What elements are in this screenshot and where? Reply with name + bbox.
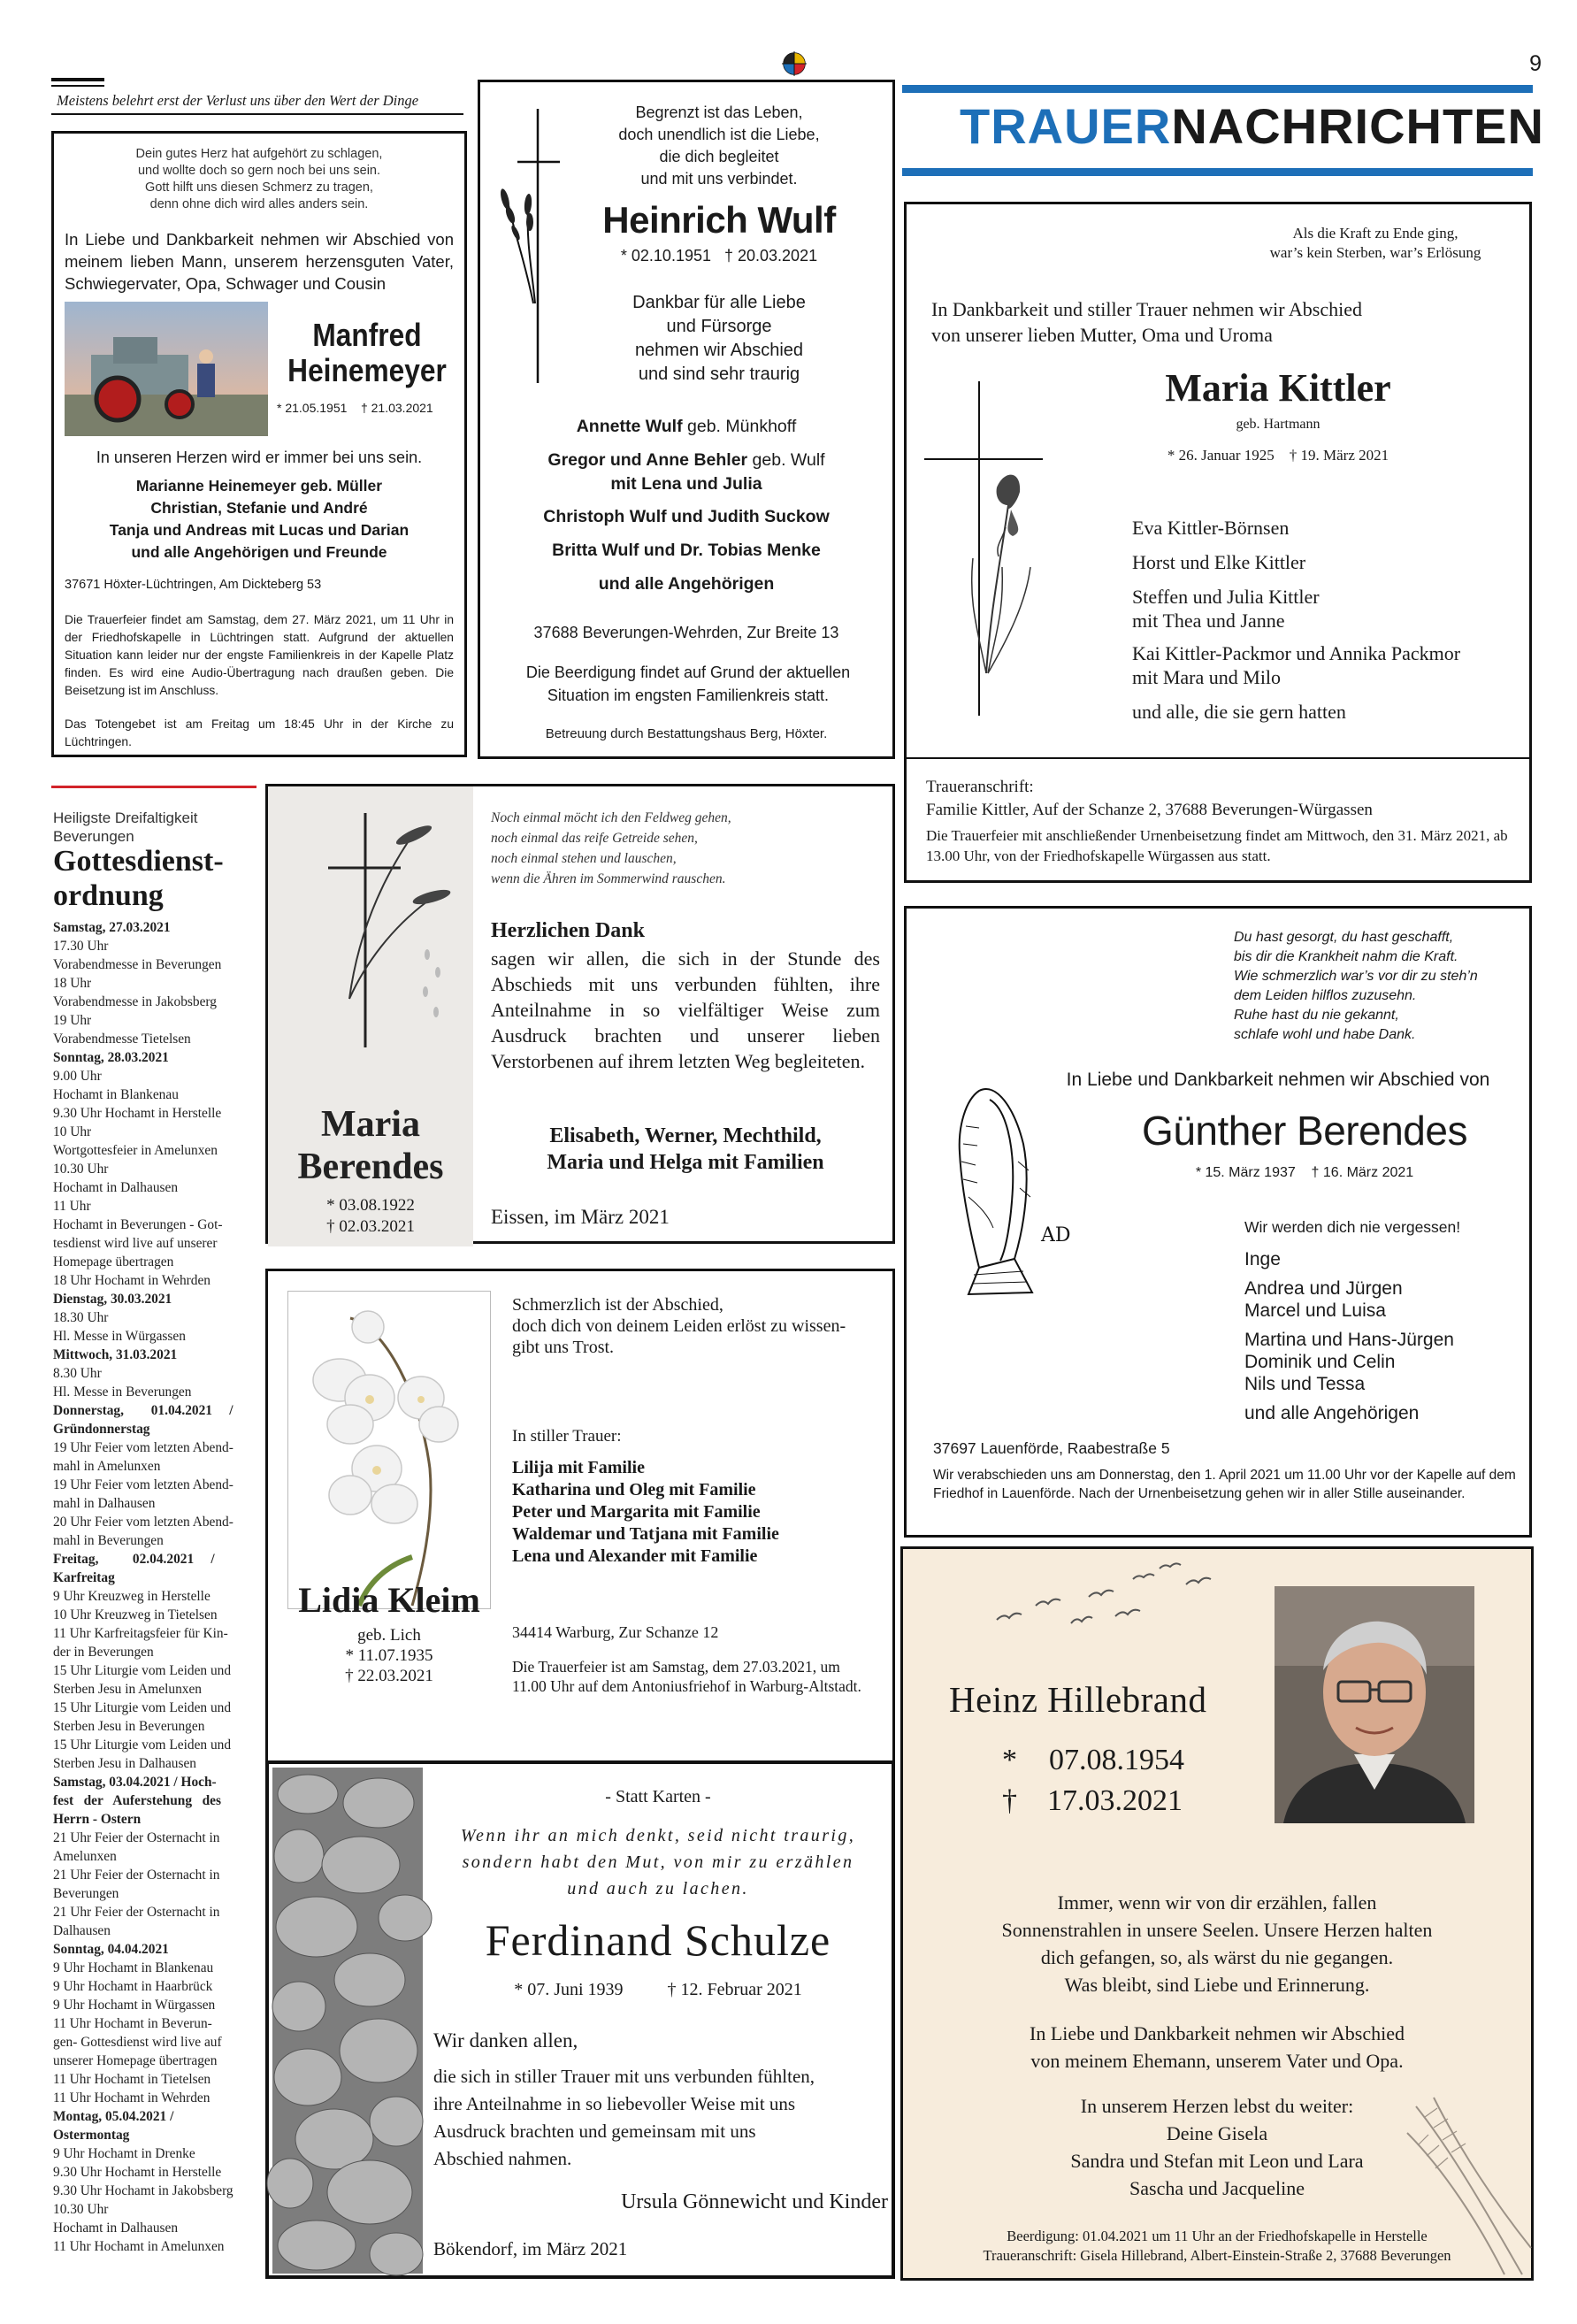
service-row: Donnerstag, 01.04.2021 / (53, 1403, 233, 1418)
service-row: Hl. Messe in Beverungen (53, 1384, 192, 1400)
address: 34414 Warburg, Zur Schanze 12 (512, 1623, 719, 1641)
service-row: 8.30 Uhr (53, 1366, 102, 1381)
service-row: Vorabendmesse Tietelsen (53, 1032, 191, 1047)
intro: In Liebe und Dankbarkeit nehmen wir Abschied von meinem Ehemann, unserem Vater und Opa. (1030, 2022, 1405, 2072)
service-row: 9 Uhr Hochamt in Drenke (53, 2146, 195, 2161)
intro: In stiller Trauer: (512, 1427, 622, 1446)
service-row: mahl in Dalhausen (53, 1496, 156, 1511)
address: 37697 Lauenförde, Raabestraße 5 (933, 1439, 1170, 1457)
prayer-info: Das Totengebet ist am Freitag um 18:45 Uhr in der Kirche zu Lüchtringen. (65, 717, 454, 748)
service-row: Sterben Jesu in Amelunxen (53, 1682, 202, 1697)
service-row: Ostermontag (53, 2128, 130, 2143)
intro: In Liebe und Dankbarkeit nehmen wir Abschied von meinem lieben Mann, unserem herzensguten Vater, Schwiegervater, Opa, Schwager und Cousin (65, 230, 454, 293)
service-row: 9 Uhr Hochamt in Blankenau (53, 1960, 214, 1975)
service-row: Samstag, 27.03.2021 (53, 920, 171, 935)
dates: * 07. Juni 1939 † 12. Februar 2021 (514, 1980, 802, 1999)
section-title: TRAUERNACHRICHTEN (960, 98, 1544, 154)
wheat-cross-panel (268, 786, 473, 1246)
service-row: Sonntag, 28.03.2021 (53, 1050, 169, 1065)
service-row: Hochamt in Beverungen - Got- (53, 1217, 223, 1232)
funeral-info: Wir verabschieden uns am Donnerstag, den 1. April 2021 um 11.00 Uhr vor der Kapelle auf dem Friedhof in Lauenförde. Nach der Urnenbeisetzung gehen wir in aller Stille auseinander. (933, 1468, 1516, 1501)
service-row: 21 Uhr Feier der Osternacht in (53, 1868, 220, 1883)
service-row: 10 Uhr Kreuzweg in Tietelsen (53, 1607, 218, 1622)
thanks-title: Herzlichen Dank (491, 919, 645, 942)
service-row: Vorabendmesse in Jakobsberg (53, 994, 217, 1009)
registration-mark (782, 51, 807, 76)
obituary-berendes-maria (265, 784, 895, 1244)
verse: Dein gutes Herz hat aufgehört zu schlagen, und wollte doch so gern noch bei uns sein. Gott hilft uns diesen Schmerz zu tragen, denn ohne dich wird alles anders sein. (135, 147, 383, 211)
service-row: Mittwoch, 31.03.2021 (53, 1347, 178, 1362)
masthead-bottom-bar (902, 168, 1533, 176)
service-row: Dalhausen (53, 1923, 111, 1938)
maiden-name: geb. Hartmann (1236, 417, 1321, 432)
verse: Immer, wenn wir von dir erzählen, fallen Sonnenstrahlen in unsere Seelen. Unsere Herzen halten dich gefangen, so, als wärst du nie gegangen. Was bleibt, sind Liebe und Erinnerung. (1001, 1891, 1433, 1996)
service-row: 18 Uhr (53, 976, 92, 991)
service-row: 19 Uhr (53, 1013, 92, 1028)
dates: geb. Lich * 11.07.1935 † 22.03.2021 (345, 1626, 433, 1685)
dates: * 07.08.1954 † 17.03.2021 (1002, 1744, 1184, 1817)
address: 37688 Beverungen-Wehrden, Zur Breite 13 (533, 624, 839, 641)
service-row: 21 Uhr Feier der Osternacht in (53, 1830, 220, 1845)
service-row: Karfreitag (53, 1570, 115, 1585)
service-row: Vorabendmesse in Beverungen (53, 957, 222, 972)
service-row: Hochamt in Dalhausen (53, 1180, 179, 1195)
service-row: 11 Uhr Karfreitagsfeier für Kin- (53, 1626, 228, 1641)
photo-tractor (65, 302, 268, 436)
service-row: mahl in Amelunxen (53, 1459, 161, 1474)
mourners: Lilija mit Familie Katharina und Oleg mit Familie Peter und Margarita mit Familie Waldemar und Tatjana mit Familie Lena und Alexander mit Familie (512, 1458, 779, 1566)
monogram: AD (1041, 1224, 1071, 1246)
thanks-text: die sich in stiller Trauer mit uns verbunden fühlten, ihre Anteilnahme in so liebevoller Weise mit uns Ausdruck brachten und gemeinsam mit uns Abschied nahmen. (433, 2066, 815, 2169)
motto: Wir werden dich nie vergessen! (1244, 1218, 1461, 1236)
service-schedule (51, 786, 256, 2281)
cross-iris-icon (924, 381, 1048, 717)
deceased-name: Lidia Kleim (298, 1580, 480, 1620)
thanks: Dankbar für alle Liebe und Fürsorge nehmen wir Abschied und sind sehr traurig (632, 293, 806, 384)
verse: Noch einmal möcht ich den Feldweg gehen, noch einmal das reife Getreide sehen, noch einmal stehen und lauschen, wenn die Ähren im Sommerwind rauschen. (491, 810, 731, 886)
obituary-heinemeyer (51, 131, 467, 757)
intro: In Liebe und Dankbarkeit nehmen wir Abschied von (1066, 1070, 1490, 1090)
service-row: unserer Homepage übertragen (53, 2053, 218, 2068)
mourners: Annette Wulf geb. Münkhoff Gregor und Anne Behler geb. Wulf mit Lena und Julia Christoph Wulf und Judith Suckow Britta Wulf und Dr. Tobias Menke und alle Angehörigen (543, 417, 830, 594)
address: 37671 Höxter-Lüchtringen, Am Dickteberg 53 (65, 578, 322, 592)
service-row: Herrn - Ostern (53, 1812, 142, 1827)
service-row: gen- Gottesdienst wird live auf (53, 2035, 222, 2050)
masthead-top-bar (902, 85, 1533, 93)
service-row: Freitag, 02.04.2021 / (53, 1552, 215, 1567)
service-row: Hochamt in Dalhausen (53, 2220, 179, 2236)
family: Elisabeth, Werner, Mechthild, Maria und Helga mit Familien (547, 1124, 824, 1174)
service-row: Sonntag, 04.04.2021 (53, 1942, 169, 1957)
service-row: 11 Uhr Hochamt in Wehrden (53, 2090, 211, 2105)
pebble-image (272, 1768, 423, 2274)
service-row: mahl in Beverungen (53, 1533, 164, 1548)
service-row: 20 Uhr Feier vom letzten Abend- (53, 1515, 233, 1530)
service-row: 10.30 Uhr (53, 2202, 109, 2217)
verse: Wenn ihr an mich denkt, seid nicht traurig, sondern habt den Mut, von mir zu erzählen und auch zu lachen. (460, 1826, 856, 1898)
service-list (53, 918, 256, 2256)
service-row: 9.30 Uhr Hochamt in Jakobsberg (53, 2183, 233, 2198)
thanks-title: Wir danken allen, (433, 2029, 578, 2052)
header: - Statt Karten - (605, 1787, 711, 1806)
cross-wheat-icon (489, 100, 569, 392)
page-number: 9 (1529, 51, 1542, 76)
service-row: 19 Uhr Feier vom letzten Abend- (53, 1477, 233, 1492)
service-row: 10.30 Uhr (53, 1162, 109, 1177)
service-row: Gründonnerstag (53, 1422, 150, 1437)
obituary-wulf (478, 80, 895, 759)
obituary-hillebrand (900, 1546, 1534, 2281)
dates: * 21.05.1951 † 21.03.2021 (277, 401, 433, 415)
address: Traueranschrift: Familie Kittler, Auf der Schanze 2, 37688 Beverungen-Würgassen (926, 778, 1373, 819)
deceased-name: Ferdinand Schulze (485, 1915, 831, 1965)
column-motto: Meistens belehrt erst der Verlust uns über den Wert der Dinge (57, 92, 419, 109)
intro: In Dankbarkeit und stiller Trauer nehmen wir Abschied von unserer lieben Mutter, Oma und Uroma (931, 298, 1362, 346)
orchid-image (287, 1291, 491, 1609)
family: Ursula Gönnewicht und Kinder (621, 2190, 888, 2213)
funeral-info: Die Trauerfeier findet am Samstag, dem 27. März 2021, um 11 Uhr in der Friedhofskapelle in Lüchtringen statt. Aufgrund der aktuellen Situation kann leider nur der engste Familienkreis in der Kapelle Platz finden. Es wird eine Audio-Übertragung nach draußen geben. Die Beisetzung ist im Anschluss. (65, 613, 454, 697)
place-date: Eissen, im März 2021 (491, 1206, 670, 1228)
service-row: Samstag, 03.04.2021 / Hoch- (53, 1775, 217, 1790)
birds-decoration (991, 1561, 1257, 1632)
mourners: Marianne Heinemeyer geb. Müller Christian, Stefanie und André Tanja und Andreas mit Lucas und Darian und alle Angehörigen und Freunde (109, 477, 410, 561)
service-row: 11 Uhr Hochamt in Tietelsen (53, 2072, 211, 2087)
deceased-name: Heinz Hillebrand (949, 1679, 1207, 1720)
portrait-photo (1275, 1586, 1474, 1823)
verse: Schmerzlich ist der Abschied, doch dich von deinem Leiden erlöst zu wissen- gibt uns Trost. (512, 1295, 846, 1357)
service-row: 15 Uhr Liturgie vom Leiden und (53, 1663, 232, 1678)
service-row: Homepage übertragen (53, 1254, 174, 1269)
service-row: 9 Uhr Kreuzweg in Herstelle (53, 1589, 211, 1604)
praying-hands-icon (926, 1073, 1071, 1303)
funeral-info: Die Trauerfeier ist am Samstag, dem 27.03.2021, um 11.00 Uhr auf dem Antoniusfriehof in Warburg-Altstadt. (512, 1658, 861, 1695)
service-row: 15 Uhr Liturgie vom Leiden und (53, 1737, 232, 1753)
dates: * 03.08.1922 † 02.03.2021 (326, 1196, 415, 1236)
care-info: Betreuung durch Bestattungshaus Berg, Höxter. (545, 726, 828, 741)
service-row: 21 Uhr Feier der Osternacht in (53, 1905, 220, 1920)
service-row: 15 Uhr Liturgie vom Leiden und (53, 1700, 232, 1715)
funeral-info: Die Beerdigung findet auf Grund der aktuellen Situation im engsten Familienkreis statt. (525, 663, 851, 704)
deceased-name: Maria Berendes (297, 1104, 444, 1187)
deceased-name: Manfred Heinemeyer (287, 317, 447, 388)
obituary-kleim (265, 1269, 895, 1764)
dates: * 26. Januar 1925 † 19. März 2021 (1167, 447, 1389, 464)
burial-info: Beerdigung: 01.04.2021 um 11 Uhr an der Friedhofskapelle in Herstelle Traueranschrift: Gisela Hillebrand, Albert-Einstein-Straße 2, 37688 Beverungen (983, 2228, 1451, 2264)
verse: Du hast gesorgt, du hast geschafft, bis dir die Krankheit nahm die Kraft. Wie schmerzlich war’s vor dir zu steh’n dem Leiden hilflos zuzusehn. Ruhe hast du nie gekannt, schlafe wohl und habe Dank. (1234, 930, 1478, 1042)
parish-name: Heiligste Dreifaltigkeit Beverungen (53, 809, 198, 845)
mourners: Eva Kittler-Börnsen Horst und Elke Kittler Steffen und Julia Kittler mit Thea und Janne Kai Kittler-Packmor und Annika Packmor mit Mara und Milo und alle, die sie gern hatten (1132, 517, 1461, 723)
service-row: 18.30 Uhr (53, 1310, 109, 1325)
service-row: 9 Uhr Hochamt in Würgassen (53, 1998, 216, 2013)
service-row: 17.30 Uhr (53, 939, 109, 954)
family: In unserem Herzen lebst du weiter: Deine Gisela Sandra und Stefan mit Leon und Lara Sascha und Jacqueline (1070, 2095, 1364, 2199)
service-row: der in Beverungen (53, 1645, 154, 1660)
dates: * 15. März 1937 † 16. März 2021 (1195, 1165, 1414, 1180)
deceased-name: Maria Kittler (1165, 366, 1391, 410)
service-row: 11 Uhr Hochamt in Amelunxen (53, 2239, 225, 2254)
service-row: Beverungen (53, 1886, 119, 1901)
service-row: Hochamt in Blankenau (53, 1087, 179, 1102)
service-row: 9.00 Uhr (53, 1069, 102, 1084)
service-row: 19 Uhr Feier vom letzten Abend- (53, 1440, 233, 1455)
service-row: tesdienst wird live auf unserer (53, 1236, 218, 1251)
verse: Als die Kraft zu Ende ging, war’s kein Sterben, war’s Erlösung (1269, 225, 1481, 261)
service-row: 10 Uhr (53, 1124, 92, 1139)
thanks-text: sagen wir allen, die sich in der Stunde des Abschieds mit uns verbunden fühlten, ihre Anteilnahme in so vielfältiger Weise zum Ausdruck brachten und unserer lieben Verstorbenen auf ihrem letzten Weg begleiteten. (491, 947, 880, 1072)
service-row: Sterben Jesu in Beverungen (53, 1719, 205, 1734)
schedule-title: Gottesdienst-ordnung (53, 845, 224, 912)
service-row: Wortgottesfeier in Amelunxen (53, 1143, 218, 1158)
service-row: Dienstag, 30.03.2021 (53, 1292, 172, 1307)
service-row: fest der Auferstehung des (53, 1793, 221, 1808)
service-row: Montag, 05.04.2021 / (53, 2109, 174, 2124)
service-row: Hl. Messe in Würgassen (53, 1329, 186, 1344)
service-row: 9.30 Uhr Hochamt in Herstelle (53, 2165, 222, 2180)
dates: * 02.10.1951 † 20.03.2021 (620, 247, 818, 265)
service-row: 9 Uhr Hochamt in Haarbrück (53, 1979, 213, 1994)
service-row: 11 Uhr (53, 1199, 91, 1214)
service-row: 11 Uhr Hochamt in Beverun- (53, 2016, 212, 2031)
service-row: 18 Uhr Hochamt in Wehrden (53, 1273, 211, 1288)
verse: Begrenzt ist das Leben, doch unendlich ist die Liebe, die dich begleitet und mit uns verbindet. (618, 104, 820, 188)
closing: In unseren Herzen wird er immer bei uns sein. (96, 449, 423, 466)
funeral-info: Die Trauerfeier mit anschließender Urnenbeisetzung findet am Mittwoch, den 31. März 2021, ab 13.00 Uhr, von der Friedhofskapelle Würgassen aus statt. (926, 827, 1508, 864)
mourners: Inge Andrea und Jürgen Marcel und Luisa Martina und Hans-Jürgen Dominik und Celin Nils und Tessa und alle Angehörigen (1244, 1249, 1454, 1423)
deceased-name: Heinrich Wulf (602, 199, 836, 241)
obituary-schulze (265, 1760, 895, 2279)
deceased-name: Günther Berendes (1142, 1108, 1467, 1154)
obituary-kittler (904, 202, 1532, 883)
service-row: Amelunxen (53, 1849, 117, 1864)
service-row: 9.30 Uhr Hochamt in Herstelle (53, 1106, 222, 1121)
place-date: Bökendorf, im März 2021 (433, 2238, 628, 2259)
obituary-berendes-guenther (904, 906, 1532, 1538)
service-row: Sterben Jesu in Dalhausen (53, 1756, 196, 1771)
